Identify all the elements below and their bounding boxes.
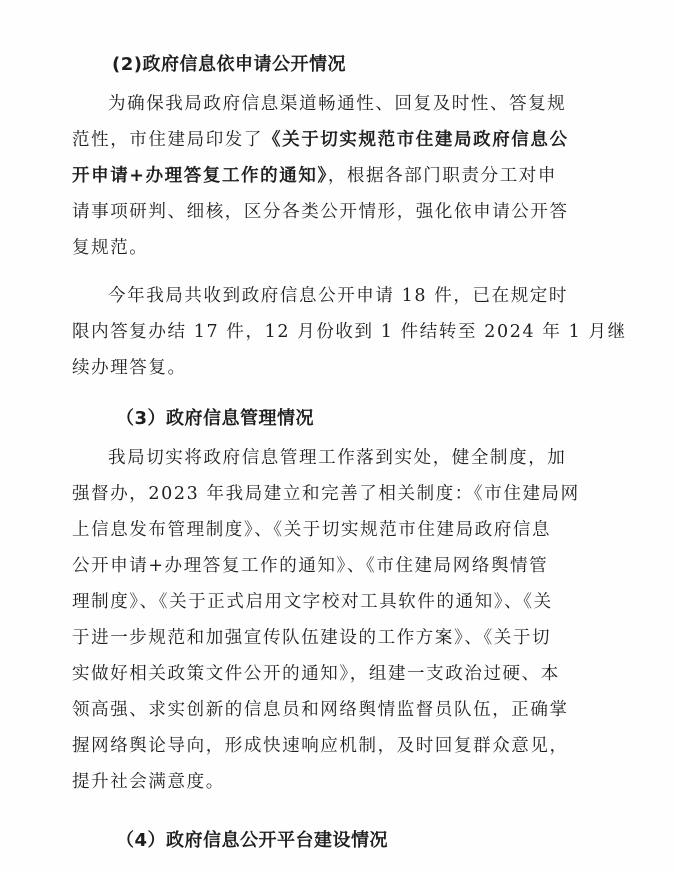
paragraph-line: 领高强、求实创新的信息员和网络舆情监督员队伍，正确掌 [72, 700, 569, 720]
document-title-reference: 《关于切实规范市住建局政府信息公 [263, 130, 569, 150]
paragraph-line: 限内答复办结 17 件，12 月份收到 1 件结转至 2024 年 1 月继 [72, 322, 627, 342]
section-heading-3: （3）政府信息管理情况 [116, 408, 315, 429]
paragraph-line: 实做好相关政策文件公开的通知》，组建一支政治过硬、本 [72, 664, 560, 684]
paragraph-line [72, 164, 557, 188]
paragraph-text: ，根据各部门职责分工对申 [327, 166, 558, 186]
paragraph-line: 握网络舆论导向，形成快速响应机制，及时回复群众意见， [72, 736, 569, 756]
paragraph-line: 理制度》、《关于正式启用文字校对工具软件的通知》、《关 [72, 592, 553, 612]
paragraph-line: 于进一步规范和加强宣传队伍建设的工作方案》、《关于切 [72, 628, 552, 648]
paragraph-text: 范性，市住建局印发了 [72, 130, 263, 150]
paragraph-line: 提升社会满意度。 [72, 772, 225, 792]
paragraph-line: 请事项研判、细核，区分各类公开情形，强化依申请公开答 [72, 202, 569, 222]
paragraph-line: 今年我局共收到政府信息公开申请 18 件，已在规定时 [108, 286, 568, 306]
paragraph-line: 公开申请+办理答复工作的通知》、《市住建局网络舆情管 [72, 556, 549, 576]
paragraph-line: 为确保我局政府信息渠道畅通性、回复及时性、答复规 [108, 94, 567, 114]
paragraph-line: 续办理答复。 [72, 358, 187, 378]
section-heading-4: （4）政府信息公开平台建设情况 [116, 830, 389, 851]
paragraph-line: 我局切实将政府信息管理工作落到实处，健全制度，加 [108, 448, 567, 468]
section-heading-2: (2)政府信息依申请公开情况 [112, 54, 346, 75]
paragraph-line: 复规范。 [72, 238, 149, 258]
paragraph-line: 上信息发布管理制度》、《关于切实规范市住建局政府信息 [72, 520, 552, 540]
paragraph-line [72, 128, 569, 152]
document-title-reference: 开申请+办理答复工作的通知》 [72, 166, 328, 186]
paragraph-line: 强督办，2023 年我局建立和完善了相关制度：《市住建局网 [72, 484, 580, 504]
